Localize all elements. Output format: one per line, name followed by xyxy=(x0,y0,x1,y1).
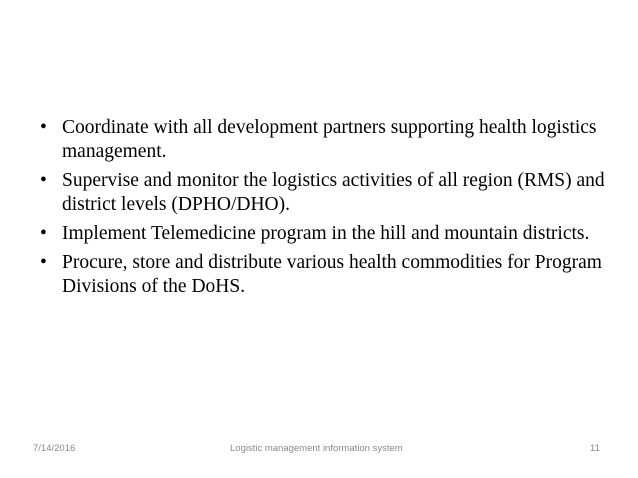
bullet-icon: • xyxy=(40,252,47,273)
bullet-item xyxy=(40,222,620,246)
bullet-icon: • xyxy=(40,117,47,138)
footer-title: Logistic management information system xyxy=(230,443,403,454)
bullet-icon: • xyxy=(40,223,47,244)
bullet-text: Supervise and monitor the logistics activities of all region (RMS) and district levels (DPHO/DHO). xyxy=(62,170,605,215)
bullet-icon: • xyxy=(40,170,47,191)
bullet-text: Coordinate with all development partners supporting health logistics management. xyxy=(62,117,597,162)
bullet-text: Implement Telemedicine program in the hill and mountain districts. xyxy=(62,223,590,244)
bullet-list xyxy=(40,116,620,304)
footer-date: 7/14/2016 xyxy=(33,443,76,454)
bullet-item xyxy=(40,116,620,164)
bullet-text: Procure, store and distribute various health commodities for Program Divisions of the DoHS. xyxy=(62,252,602,297)
bullet-item xyxy=(40,169,620,217)
bullet-item xyxy=(40,251,620,299)
footer-page-number: 11 xyxy=(590,443,600,454)
